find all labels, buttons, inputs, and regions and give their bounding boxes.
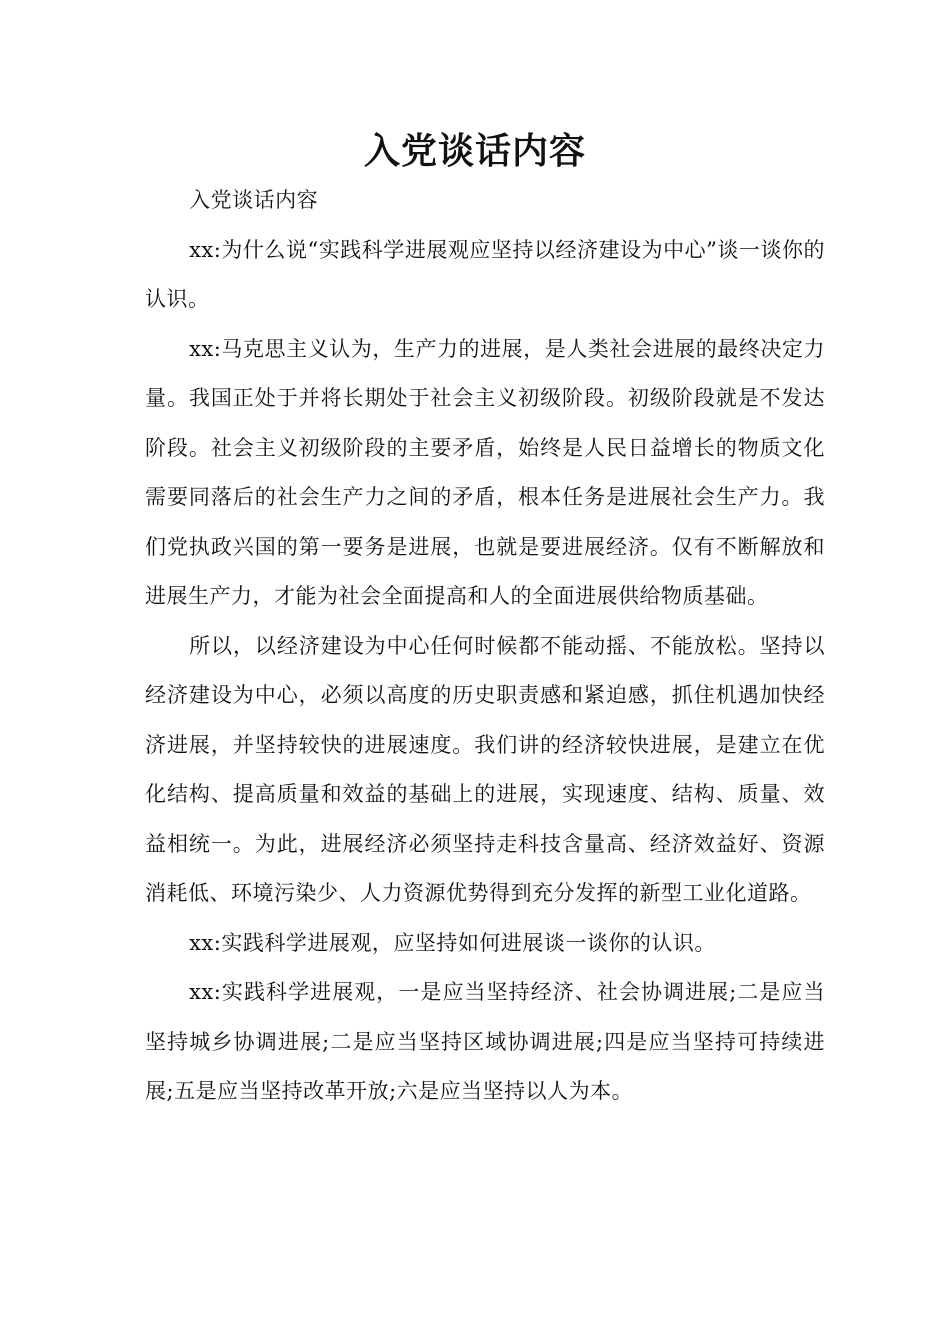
paragraph-subtitle: 入党谈话内容 bbox=[189, 188, 319, 212]
paragraph-answer-1: xx:马克思主义认为，生产力的进展，是人类社会进展的最终决定力量。我国正处于并将长期处于社会主义初级阶段。初级阶段就是不发达阶段。社会主义初级阶段的主要矛盾，始终是人民日益增长的物质文化需要同落后的社会生产力之间的矛盾，根本任务是进展社会生产力。我们党执政兴国的第一要务是进展，也就是要进展经济。仅有不断解放和进展生产力，才能为社会全面提高和人的全面进展供给物质基础。 bbox=[145, 336, 825, 608]
paragraph-question-2: xx:实践科学进展观，应坚持如何进展谈一谈你的认识。 bbox=[189, 930, 716, 955]
document-body bbox=[145, 176, 825, 1117]
document-title: 入党谈话内容 bbox=[363, 131, 586, 172]
paragraph-question-1: xx:为什么说“实践科学进展观应坚持以经济建设为中心”谈一谈你的认识。 bbox=[145, 237, 825, 311]
paragraph-answer-1-continued: 所以，以经济建设为中心任何时候都不能动摇、不能放松。坚持以经济建设为中心，必须以高度的历史职责感和紧迫感，抓住机遇加快经济进展，并坚持较快的进展速度。我们讲的经济较快进展，是建立在优化结构、提高质量和效益的基础上的进展，实现速度、结构、质量、效益相统一。为此，进展经济必须坚持走科技含量高、经济效益好、资源消耗低、环境污染少、人力资源优势得到充分发挥的新型工业化道路。 bbox=[145, 633, 825, 905]
paragraph-answer-2: xx:实践科学进展观，一是应当坚持经济、社会协调进展;二是应当坚持城乡协调进展;二是应当坚持区域协调进展;四是应当坚持可持续进展;五是应当坚持改革开放;六是应当坚持以人为本。 bbox=[145, 980, 825, 1103]
